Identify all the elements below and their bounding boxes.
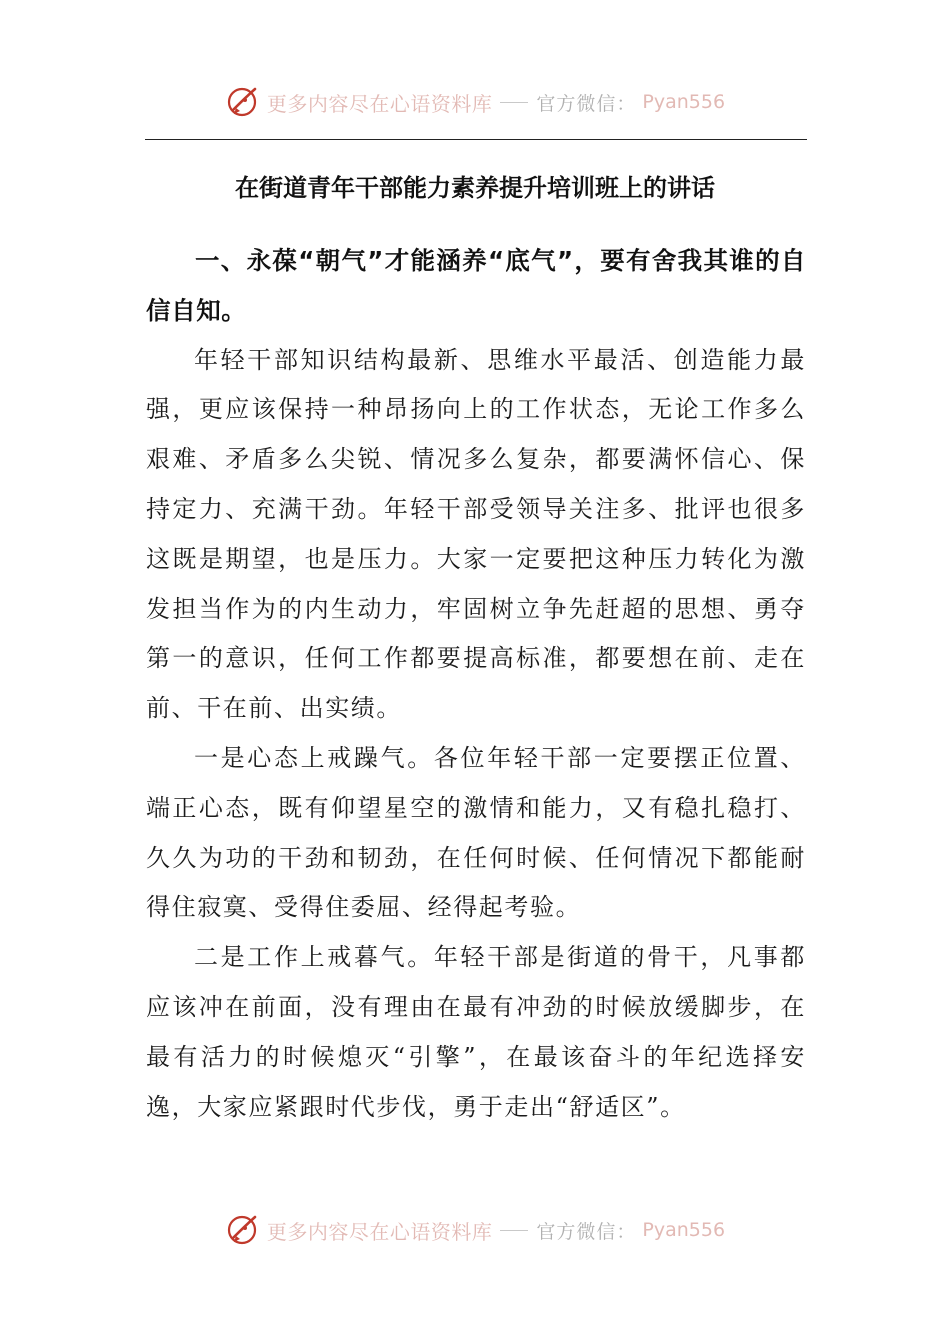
document-body xyxy=(146,236,806,1132)
watermark-wechat-id: Pyan556 xyxy=(642,91,726,113)
header-watermark xyxy=(0,82,950,122)
body-paragraph-2: 一是心态上戒躁气。各位年轻干部一定要摆正位置、端正心态，既有仰望星空的激情和能力，又有稳扎稳打、久久为功的干劲和韧劲，在任何时候、任何情况下都能耐得住寂寞、受得住委屈、经得起考验。 xyxy=(146,743,806,922)
watermark-official-label: 官方微信： xyxy=(536,92,637,115)
pen-nib-logo-icon xyxy=(225,1212,261,1248)
header-divider xyxy=(145,139,807,140)
body-paragraph-3: 二是工作上戒暮气。年轻干部是街道的骨干，凡事都应该冲在前面，没有理由在最有冲劲的时候放缓脚步，在最有活力的时候熄灭“引擎”，在最该奋斗的年纪选择安逸，大家应紧跟时代步伐，勇于走出“舒适区”。 xyxy=(146,943,806,1121)
body-paragraph-1: 年轻干部知识结构最新、思维水平最活、创造能力最强，更应该保持一种昂扬向上的工作状态，无论工作多么艰难、矛盾多么尖锐、情况多么复杂，都要满怀信心、保持定力、充满干劲。年轻干部受领导关注多、批评也很多这既是期望，也是压力。大家一定要把这种压力转化为激发担当作为的内生动力，牢固树立争先赶超的思想、勇夺第一的意识，任何工作都要提高标准，都要想在前、走在前、干在前、出实绩。 xyxy=(146,345,806,723)
watermark-main-text: 更多内容尽在心语资料库 xyxy=(266,91,493,116)
section-heading: 一、永葆“朝气”才能涵养“底气”，要有舍我其谁的自信自知。 xyxy=(146,246,806,325)
pen-nib-logo-icon xyxy=(225,84,261,120)
watermark-dash xyxy=(500,102,528,103)
watermark-dash xyxy=(500,1230,528,1231)
watermark-main-text: 更多内容尽在心语资料库 xyxy=(266,1219,493,1244)
footer-watermark xyxy=(0,1210,950,1250)
document-title: 在街道青年干部能力素养提升培训班上的讲话 xyxy=(235,174,715,202)
watermark-official-label: 官方微信： xyxy=(536,1220,637,1243)
watermark-wechat-id: Pyan556 xyxy=(642,1219,726,1241)
